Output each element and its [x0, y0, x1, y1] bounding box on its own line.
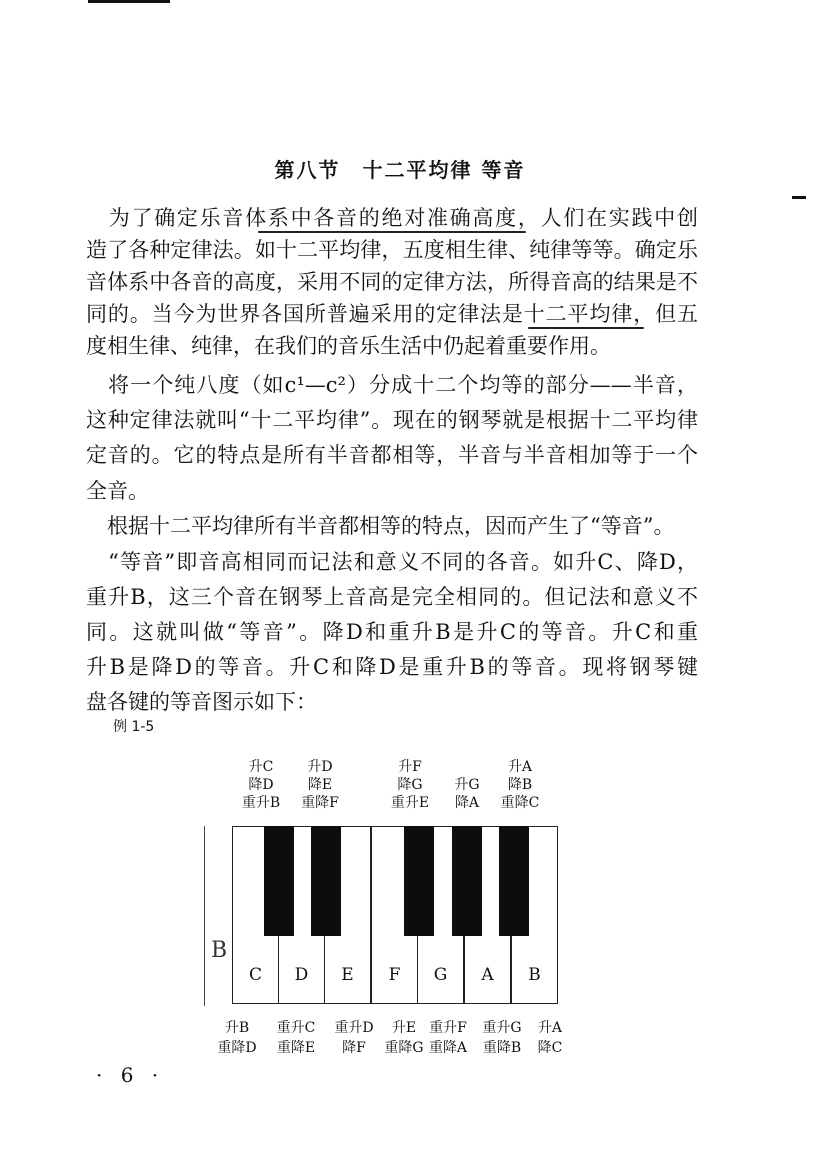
label-text: 重降G — [384, 1040, 424, 1056]
bottom-enharmonic-labels — [0, 1018, 827, 1062]
label-group-d — [268, 1018, 324, 1058]
page-number: · 6 · — [96, 1063, 165, 1087]
label-text: 升F — [398, 759, 422, 775]
key-label: C — [248, 965, 262, 985]
key-label: D — [294, 965, 309, 985]
label-text: 升D — [307, 759, 333, 775]
text-line: 将一个纯八度（如c¹—c²）分成十二个均等的部分——半音， — [86, 373, 698, 397]
black-key-g-sharp — [452, 826, 482, 936]
label-text: 降E — [307, 777, 333, 793]
key-label: B — [528, 965, 541, 985]
black-key-a-sharp — [499, 826, 529, 936]
label-text: 重降E — [276, 1040, 316, 1056]
example-label: 例 1-5 — [113, 719, 155, 735]
text-line: 度相生律、纯律，在我们的音乐生活中仍起着重要作用。 — [86, 334, 611, 358]
text-line: 升B是降D的等音。升C和降D是重升B的等音。现将钢琴键 — [86, 655, 698, 679]
label-text: 重升G — [482, 1020, 522, 1036]
text-line: 这种定律法就叫“十二平均律”。现在的钢琴就是根据十二平均律 — [86, 408, 698, 432]
label-text: 重升D — [334, 1020, 374, 1036]
section-title: 第八节 十二平均律 等音 — [274, 158, 526, 182]
black-key-c-sharp — [264, 826, 294, 936]
text-line: 根据十二平均律所有半音都相等的特点，因而产生了“等音”。 — [86, 514, 675, 538]
label-text: 降C — [537, 1040, 563, 1056]
label-group-g-sharp — [444, 776, 490, 812]
top-rule — [88, 0, 170, 3]
label-group-g — [424, 1018, 472, 1058]
label-text: 升A — [507, 759, 533, 775]
label-group-d-sharp — [290, 758, 350, 812]
key-label: F — [388, 965, 401, 985]
label-text: 重升C — [276, 1020, 316, 1036]
piano-keyboard-diagram — [232, 826, 558, 1006]
clef-mark-letter: B — [211, 938, 228, 963]
label-text: 重降A — [428, 1040, 468, 1056]
label-group-c-sharp — [238, 758, 284, 812]
label-group-a — [474, 1018, 530, 1058]
margin-mark — [792, 196, 806, 199]
label-text: 升E — [391, 1020, 417, 1036]
text-line: 重升B，这三个音在钢琴上音高是完全相同的。但记法和意义不 — [86, 585, 698, 609]
label-group-e — [326, 1018, 382, 1058]
text-line: 定音的。它的特点是所有半音都相等，半音与半音相加等于一个 — [86, 443, 698, 467]
text-line: 同。这就叫做“等音”。降D和重升B是升C的等音。升C和重 — [86, 620, 698, 644]
label-text: 升A — [537, 1020, 563, 1036]
text-line: 同的。当今为世界各国所普遍采用的定律法是十二平均律，但五 — [86, 302, 698, 326]
label-group-c — [208, 1018, 266, 1058]
key-label: G — [433, 965, 448, 985]
black-key-d-sharp — [311, 826, 341, 936]
label-group-b — [530, 1018, 570, 1058]
label-text: 重升B — [241, 795, 281, 811]
label-text: 升B — [224, 1020, 250, 1036]
handwritten-underline — [528, 327, 644, 329]
label-text: 降A — [454, 795, 480, 811]
top-enharmonic-labels — [0, 758, 827, 818]
handwritten-underline — [258, 231, 526, 233]
label-group-f — [384, 1018, 424, 1058]
label-text: 降G — [397, 777, 423, 793]
label-text: 重降C — [500, 795, 540, 811]
text-line: “等音”即音高相同而记法和意义不同的各音。如升C、降D， — [86, 550, 698, 574]
label-text: 重降B — [482, 1040, 522, 1056]
label-text: 重降D — [217, 1040, 257, 1056]
text-line: 盘各键的等音图示如下： — [86, 690, 317, 714]
black-key-f-sharp — [404, 826, 434, 936]
label-text: 降B — [507, 777, 533, 793]
label-text: 升C — [248, 759, 274, 775]
text-line: 为了确定乐音体系中各音的绝对准确高度，人们在实践中创 — [86, 206, 698, 230]
label-group-f-sharp — [380, 758, 440, 812]
label-text: 重升E — [390, 795, 430, 811]
label-group-a-sharp — [490, 758, 550, 812]
text-line: 音体系中各音的高度，采用不同的定律方法，所得音高的结果是不 — [86, 270, 698, 294]
label-text: 重升F — [429, 1020, 467, 1036]
text-line: 全音。 — [86, 479, 149, 503]
key-label: A — [481, 965, 494, 985]
text-line: 造了各种定律法。如十二平均律，五度相生律、纯律等等。确定乐 — [86, 238, 698, 262]
label-text: 降F — [342, 1040, 366, 1056]
label-text: 升G — [454, 777, 480, 793]
keyboard-left-bracket — [204, 826, 233, 1006]
key-label: E — [341, 965, 354, 985]
label-text: 降D — [248, 777, 274, 793]
label-text: 重降F — [301, 795, 339, 811]
